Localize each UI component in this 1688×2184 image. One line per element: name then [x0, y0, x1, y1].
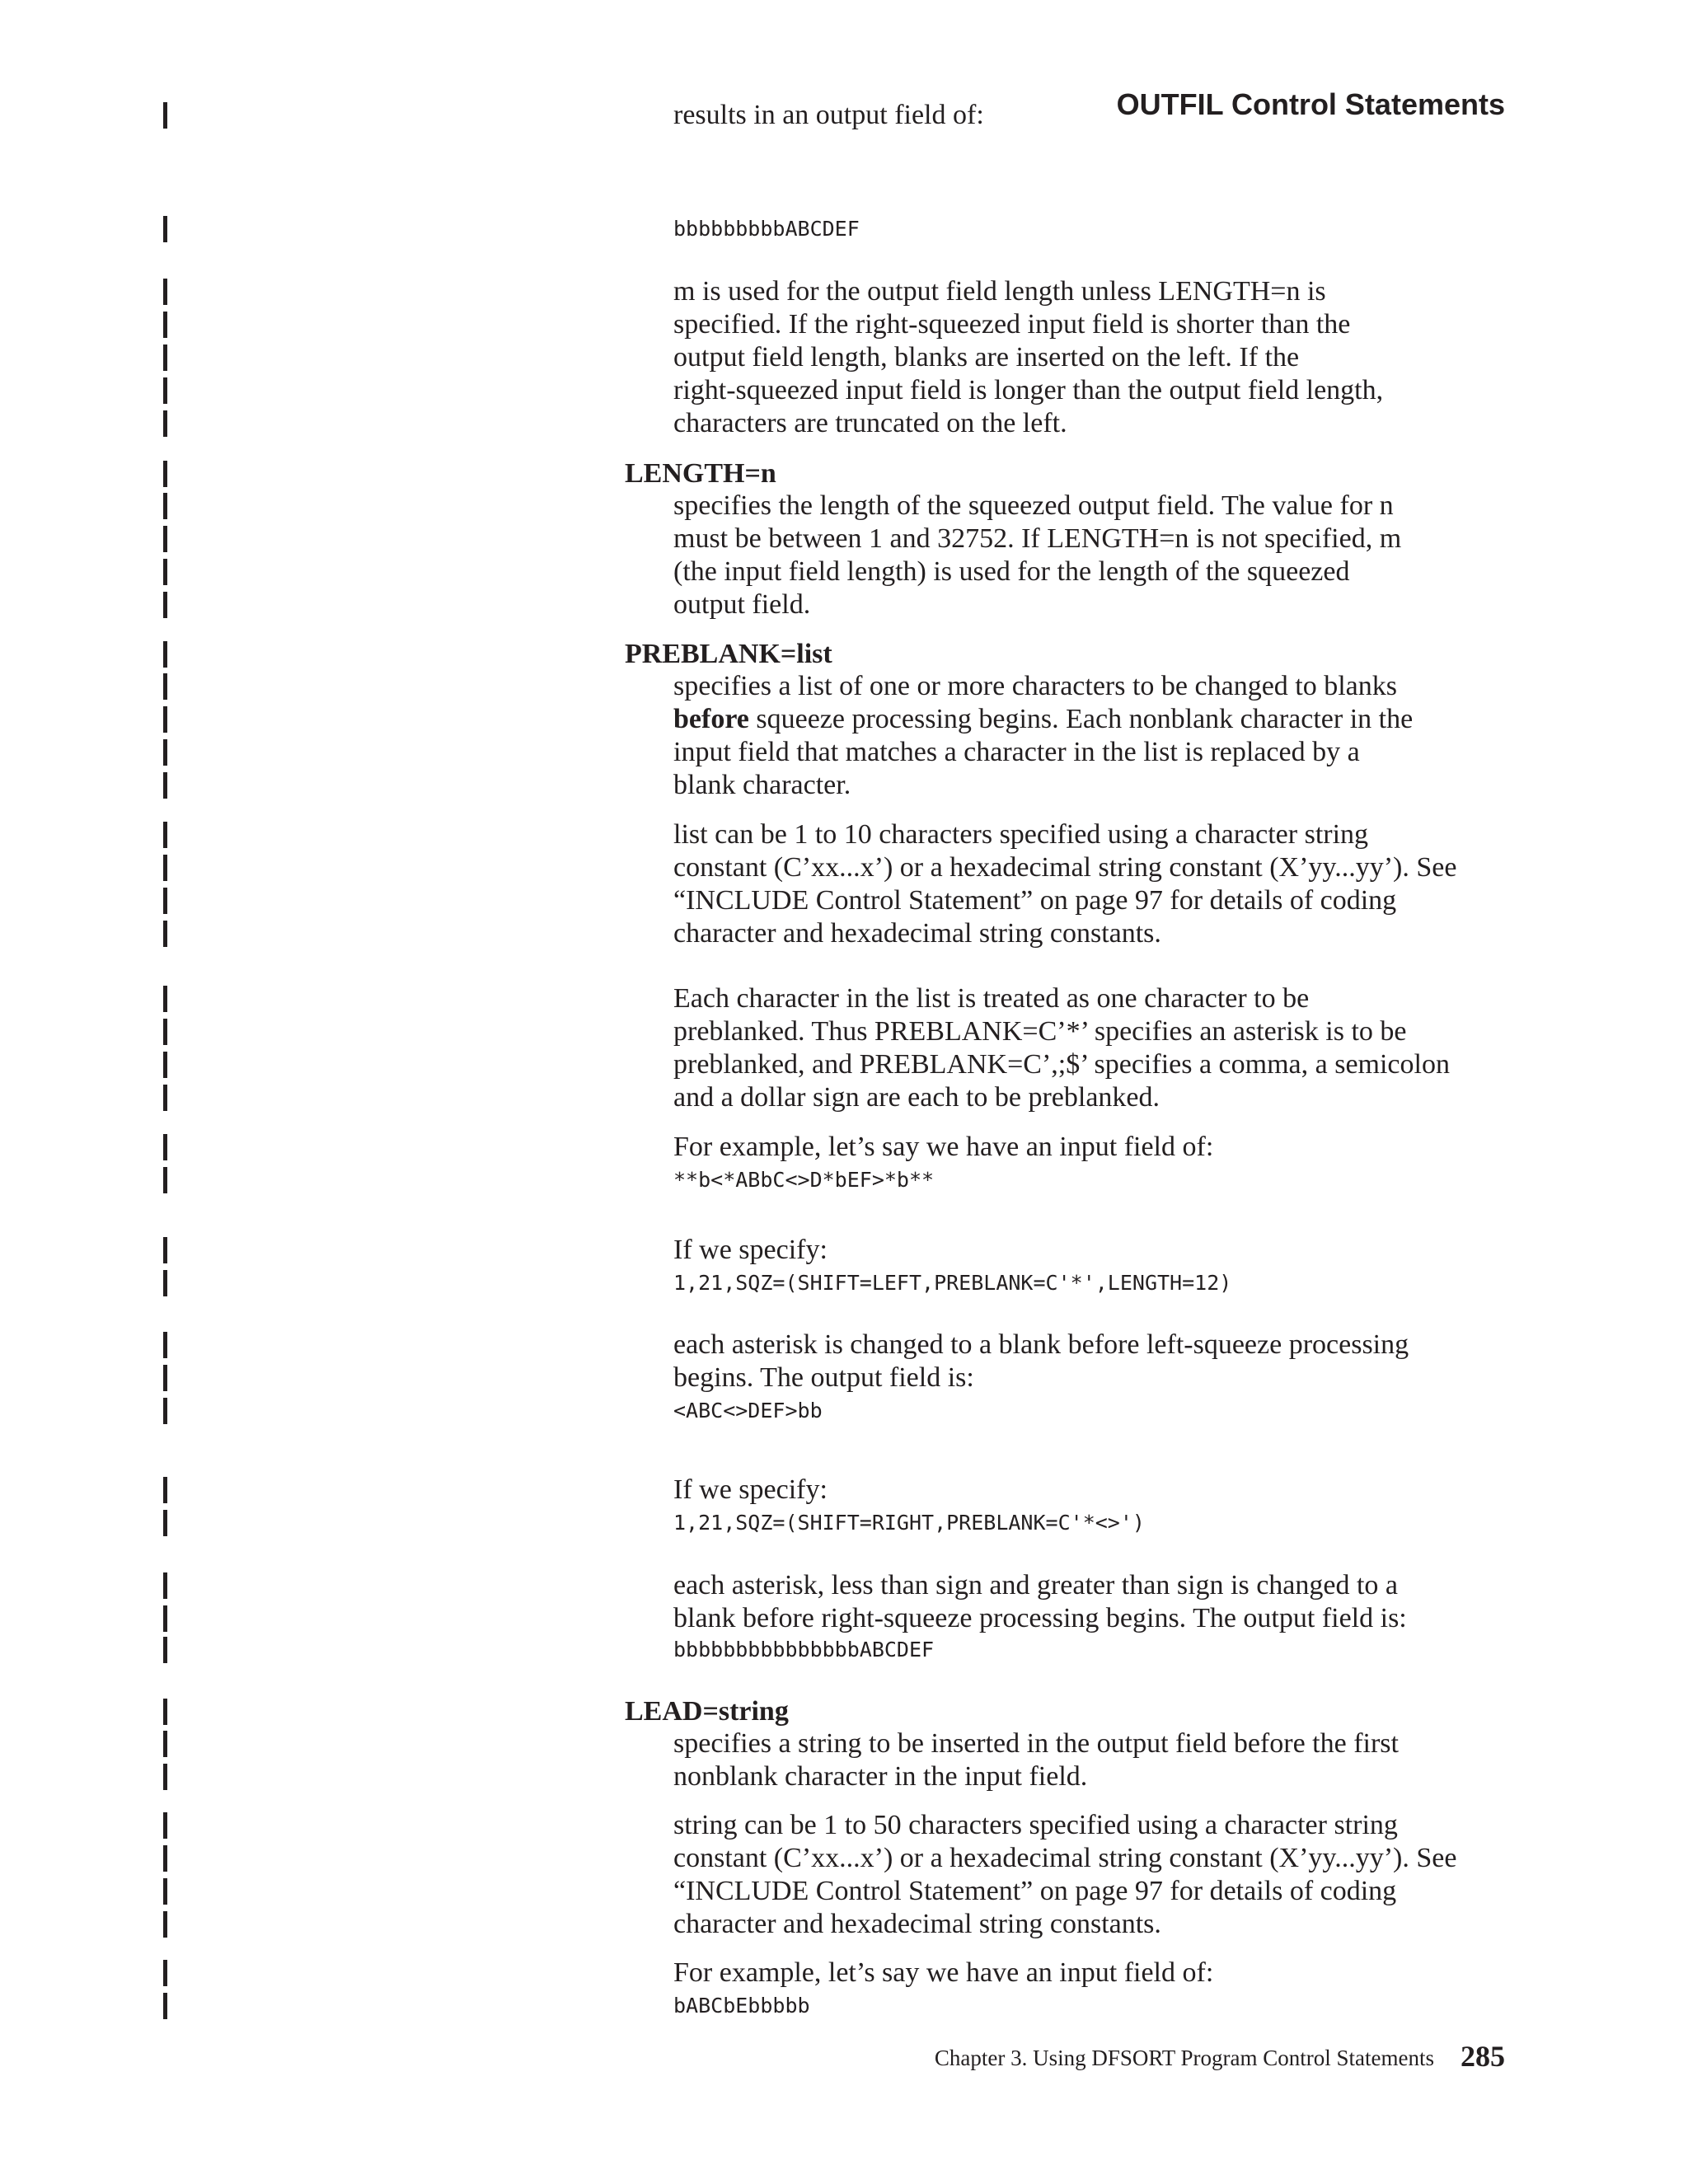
body-line-text: characters are truncated on the left.: [673, 408, 1067, 438]
content-block: [0, 490, 1688, 621]
revision-bar: [163, 772, 167, 799]
revision-bar: [163, 739, 167, 766]
body-line-text: constant (C’xx...x’) or a hexadecimal string constant (X’yy...yy’). See: [673, 852, 1457, 883]
code-example: [0, 1990, 1688, 2022]
content-block: [0, 1507, 1688, 1540]
revision-bar: [163, 1167, 167, 1193]
body-line: [0, 555, 1688, 588]
revision-bar: [163, 641, 167, 668]
content-block: [0, 1267, 1688, 1300]
body-line-text: results in an output field of:: [673, 100, 984, 130]
body-line-text: If we specify:: [673, 1235, 828, 1265]
body-line: [0, 1760, 1688, 1793]
body-line-text: nonblank character in the input field.: [673, 1761, 1088, 1792]
body-line: [0, 1957, 1688, 1990]
body-line: [0, 1081, 1688, 1114]
body-line: [0, 769, 1688, 802]
body-line: [0, 703, 1688, 736]
code-example: [0, 1394, 1688, 1427]
body-line: [0, 1234, 1688, 1267]
revision-bar: [163, 1637, 167, 1663]
content-block: [0, 1695, 1688, 1728]
revision-bar: [163, 986, 167, 1012]
body-line-text: blank before right-squeeze processing begins. The output field is:: [673, 1603, 1407, 1633]
body-line: [0, 1131, 1688, 1164]
revision-bar: [163, 1960, 167, 1986]
code-example: [0, 1633, 1688, 1666]
body-line: [0, 275, 1688, 308]
revision-bar: [163, 312, 167, 338]
body-line: [0, 523, 1688, 555]
body-line: [0, 1361, 1688, 1394]
body-line-text: (the input field length) is used for the length of the squeezed: [673, 556, 1350, 587]
body-line: [0, 1727, 1688, 1760]
body-line-text: For example, let’s say we have an input field of:: [673, 1132, 1214, 1162]
revision-bar: [163, 1270, 167, 1296]
revision-bar: [163, 1477, 167, 1503]
revision-bar: [163, 822, 167, 848]
revision-bar: [163, 1052, 167, 1078]
body-line: [0, 736, 1688, 769]
running-header: OUTFIL Control Statements: [1116, 87, 1505, 121]
body-line-text: output field.: [673, 589, 811, 620]
body-line-text: begins. The output field is:: [673, 1362, 974, 1393]
content-block: [0, 1234, 1688, 1267]
body-line-text: list can be 1 to 10 characters specified using a character string: [673, 819, 1369, 850]
body-line: [0, 1015, 1688, 1048]
body-line: [0, 490, 1688, 523]
content-block: [0, 213, 1688, 246]
body-line: [0, 1569, 1688, 1602]
revision-bar: [163, 1845, 167, 1872]
revision-bar: [163, 1731, 167, 1757]
content-block: [0, 670, 1688, 802]
body-line-text: character and hexadecimal string constants.: [673, 1909, 1161, 1939]
body-line-text: specifies a string to be inserted in the output field before the first: [673, 1728, 1399, 1759]
code-example-text: <ABC<>DEF>bb: [673, 1399, 823, 1422]
body-line: [0, 851, 1688, 884]
revision-bar: [163, 344, 167, 371]
content-block: [0, 1990, 1688, 2022]
revision-bar: [163, 1365, 167, 1391]
definition-term-text: LENGTH=n: [625, 458, 776, 489]
revision-bar: [163, 855, 167, 881]
revision-bar: [163, 102, 167, 129]
revision-bar: [163, 410, 167, 437]
content-block: [0, 1569, 1688, 1635]
body-line: [0, 341, 1688, 374]
content-block: [0, 638, 1688, 671]
content-block: [0, 1633, 1688, 1666]
content-block: [0, 1727, 1688, 1793]
body-line-text: “INCLUDE Control Statement” on page 97 for details of coding: [673, 1876, 1397, 1906]
code-example-text: **b<*ABbC<>D*bEF>*b**: [673, 1168, 935, 1192]
body-line: [0, 1602, 1688, 1635]
body-line-text: specifies a list of one or more characters to be changed to blanks: [673, 671, 1398, 701]
code-example-text: bABCbEbbbbb: [673, 1994, 810, 2018]
content-block: [0, 1164, 1688, 1197]
body-line: [0, 588, 1688, 621]
body-line: [0, 1809, 1688, 1842]
definition-term-text: PREBLANK=list: [625, 639, 832, 669]
content-block: [0, 1329, 1688, 1394]
definition-term: [0, 457, 1688, 490]
body-line: [0, 917, 1688, 950]
code-example-text: 1,21,SQZ=(SHIFT=RIGHT,PREBLANK=C'*<>'): [673, 1511, 1145, 1535]
body-line: [0, 670, 1688, 703]
body-line: [0, 1329, 1688, 1361]
content-block: [0, 1809, 1688, 1941]
revision-bar: [163, 1134, 167, 1160]
content-block: [0, 1957, 1688, 1990]
revision-bar: [163, 673, 167, 700]
body-line-text: m is used for the output field length unless LENGTH=n is: [673, 276, 1326, 307]
revision-bar: [163, 1019, 167, 1045]
code-example-text: bbbbbbbbbbbbbbbABCDEF: [673, 1638, 935, 1661]
body-line-text: If we specify:: [673, 1474, 828, 1505]
body-line-text: constant (C’xx...x’) or a hexadecimal string constant (X’yy...yy’). See: [673, 1843, 1457, 1873]
body-line: [0, 884, 1688, 917]
revision-bar: [163, 1699, 167, 1725]
code-example: [0, 213, 1688, 246]
content-block: [0, 1474, 1688, 1507]
revision-bar: [163, 1605, 167, 1632]
body-line-text: and a dollar sign are each to be preblanked.: [673, 1082, 1160, 1113]
content-block: [0, 275, 1688, 440]
body-line-text: output field length, blanks are inserted on the left. If the: [673, 342, 1300, 373]
content-block: [0, 982, 1688, 1114]
revision-bar: [163, 888, 167, 914]
body-line-text: Each character in the list is treated as one character to be: [673, 983, 1310, 1014]
revision-bar: [163, 1510, 167, 1536]
content-block: [0, 1394, 1688, 1427]
definition-term: [0, 638, 1688, 671]
revision-bar: [163, 461, 167, 487]
body-line: [0, 1875, 1688, 1908]
content-block: [0, 818, 1688, 950]
body-line-text: preblanked. Thus PREBLANK=C’*’ specifies an asterisk is to be: [673, 1016, 1407, 1047]
code-example: [0, 1164, 1688, 1197]
body-line-text: before squeeze processing begins. Each nonblank character in the: [673, 704, 1414, 734]
content-block: [0, 457, 1688, 490]
body-line-text: For example, let’s say we have an input field of:: [673, 1957, 1214, 1988]
footer-chapter: Chapter 3. Using DFSORT Program Control Statements: [934, 2046, 1434, 2070]
revision-bar: [163, 921, 167, 947]
revision-bar: [163, 1993, 167, 2019]
body-line-text: input field that matches a character in the list is replaced by a: [673, 737, 1360, 767]
revision-bar: [163, 1911, 167, 1938]
body-line-text: right-squeezed input field is longer than the output field length,: [673, 375, 1384, 405]
revision-bar: [163, 1085, 167, 1111]
body-line: [0, 818, 1688, 851]
content-block: [0, 1131, 1688, 1164]
body-line-text: preblanked, and PREBLANK=C’,;$’ specifies a comma, a semicolon: [673, 1049, 1450, 1080]
body-line: [0, 99, 1688, 132]
body-line: [0, 982, 1688, 1015]
body-line-text: string can be 1 to 50 characters specified using a character string: [673, 1810, 1398, 1840]
code-example: [0, 1507, 1688, 1540]
body-line: [0, 308, 1688, 341]
revision-bar: [163, 216, 167, 242]
body-line: [0, 407, 1688, 440]
body-line-text: must be between 1 and 32752. If LENGTH=n is not specified, m: [673, 523, 1402, 554]
revision-bar: [163, 559, 167, 585]
body-line: [0, 1842, 1688, 1875]
body-line-text: blank character.: [673, 770, 851, 800]
body-line: [0, 1048, 1688, 1081]
body-line-text: each asterisk is changed to a blank before left-squeeze processing: [673, 1329, 1409, 1360]
code-example-text: 1,21,SQZ=(SHIFT=LEFT,PREBLANK=C'*',LENGTH=12): [673, 1271, 1232, 1295]
body-line-text: each asterisk, less than sign and greater than sign is changed to a: [673, 1570, 1399, 1601]
page-number: 285: [1461, 2040, 1505, 2073]
revision-bar: [163, 1332, 167, 1358]
definition-term: [0, 1695, 1688, 1728]
body-line: [0, 1908, 1688, 1941]
revision-bar: [163, 706, 167, 733]
body-line-text: “INCLUDE Control Statement” on page 97 for details of coding: [673, 885, 1397, 916]
revision-bar: [163, 1572, 167, 1599]
revision-bar: [163, 592, 167, 618]
code-example-text: bbbbbbbbbABCDEF: [673, 217, 860, 241]
revision-bar: [163, 526, 167, 552]
content-block: [0, 99, 1688, 132]
code-example: [0, 1267, 1688, 1300]
body-line: [0, 374, 1688, 407]
body-line: [0, 1474, 1688, 1507]
revision-bar: [163, 1812, 167, 1839]
revision-bar: [163, 493, 167, 519]
body-line-text: specifies the length of the squeezed output field. The value for n: [673, 490, 1394, 521]
revision-bar: [163, 1398, 167, 1424]
revision-bar: [163, 377, 167, 404]
definition-term-text: LEAD=string: [625, 1696, 789, 1727]
revision-bar: [163, 279, 167, 305]
revision-bar: [163, 1237, 167, 1263]
body-line-text: specified. If the right-squeezed input field is shorter than the: [673, 309, 1351, 340]
revision-bar: [163, 1764, 167, 1790]
body-line-text: character and hexadecimal string constants.: [673, 918, 1161, 949]
revision-bar: [163, 1878, 167, 1905]
